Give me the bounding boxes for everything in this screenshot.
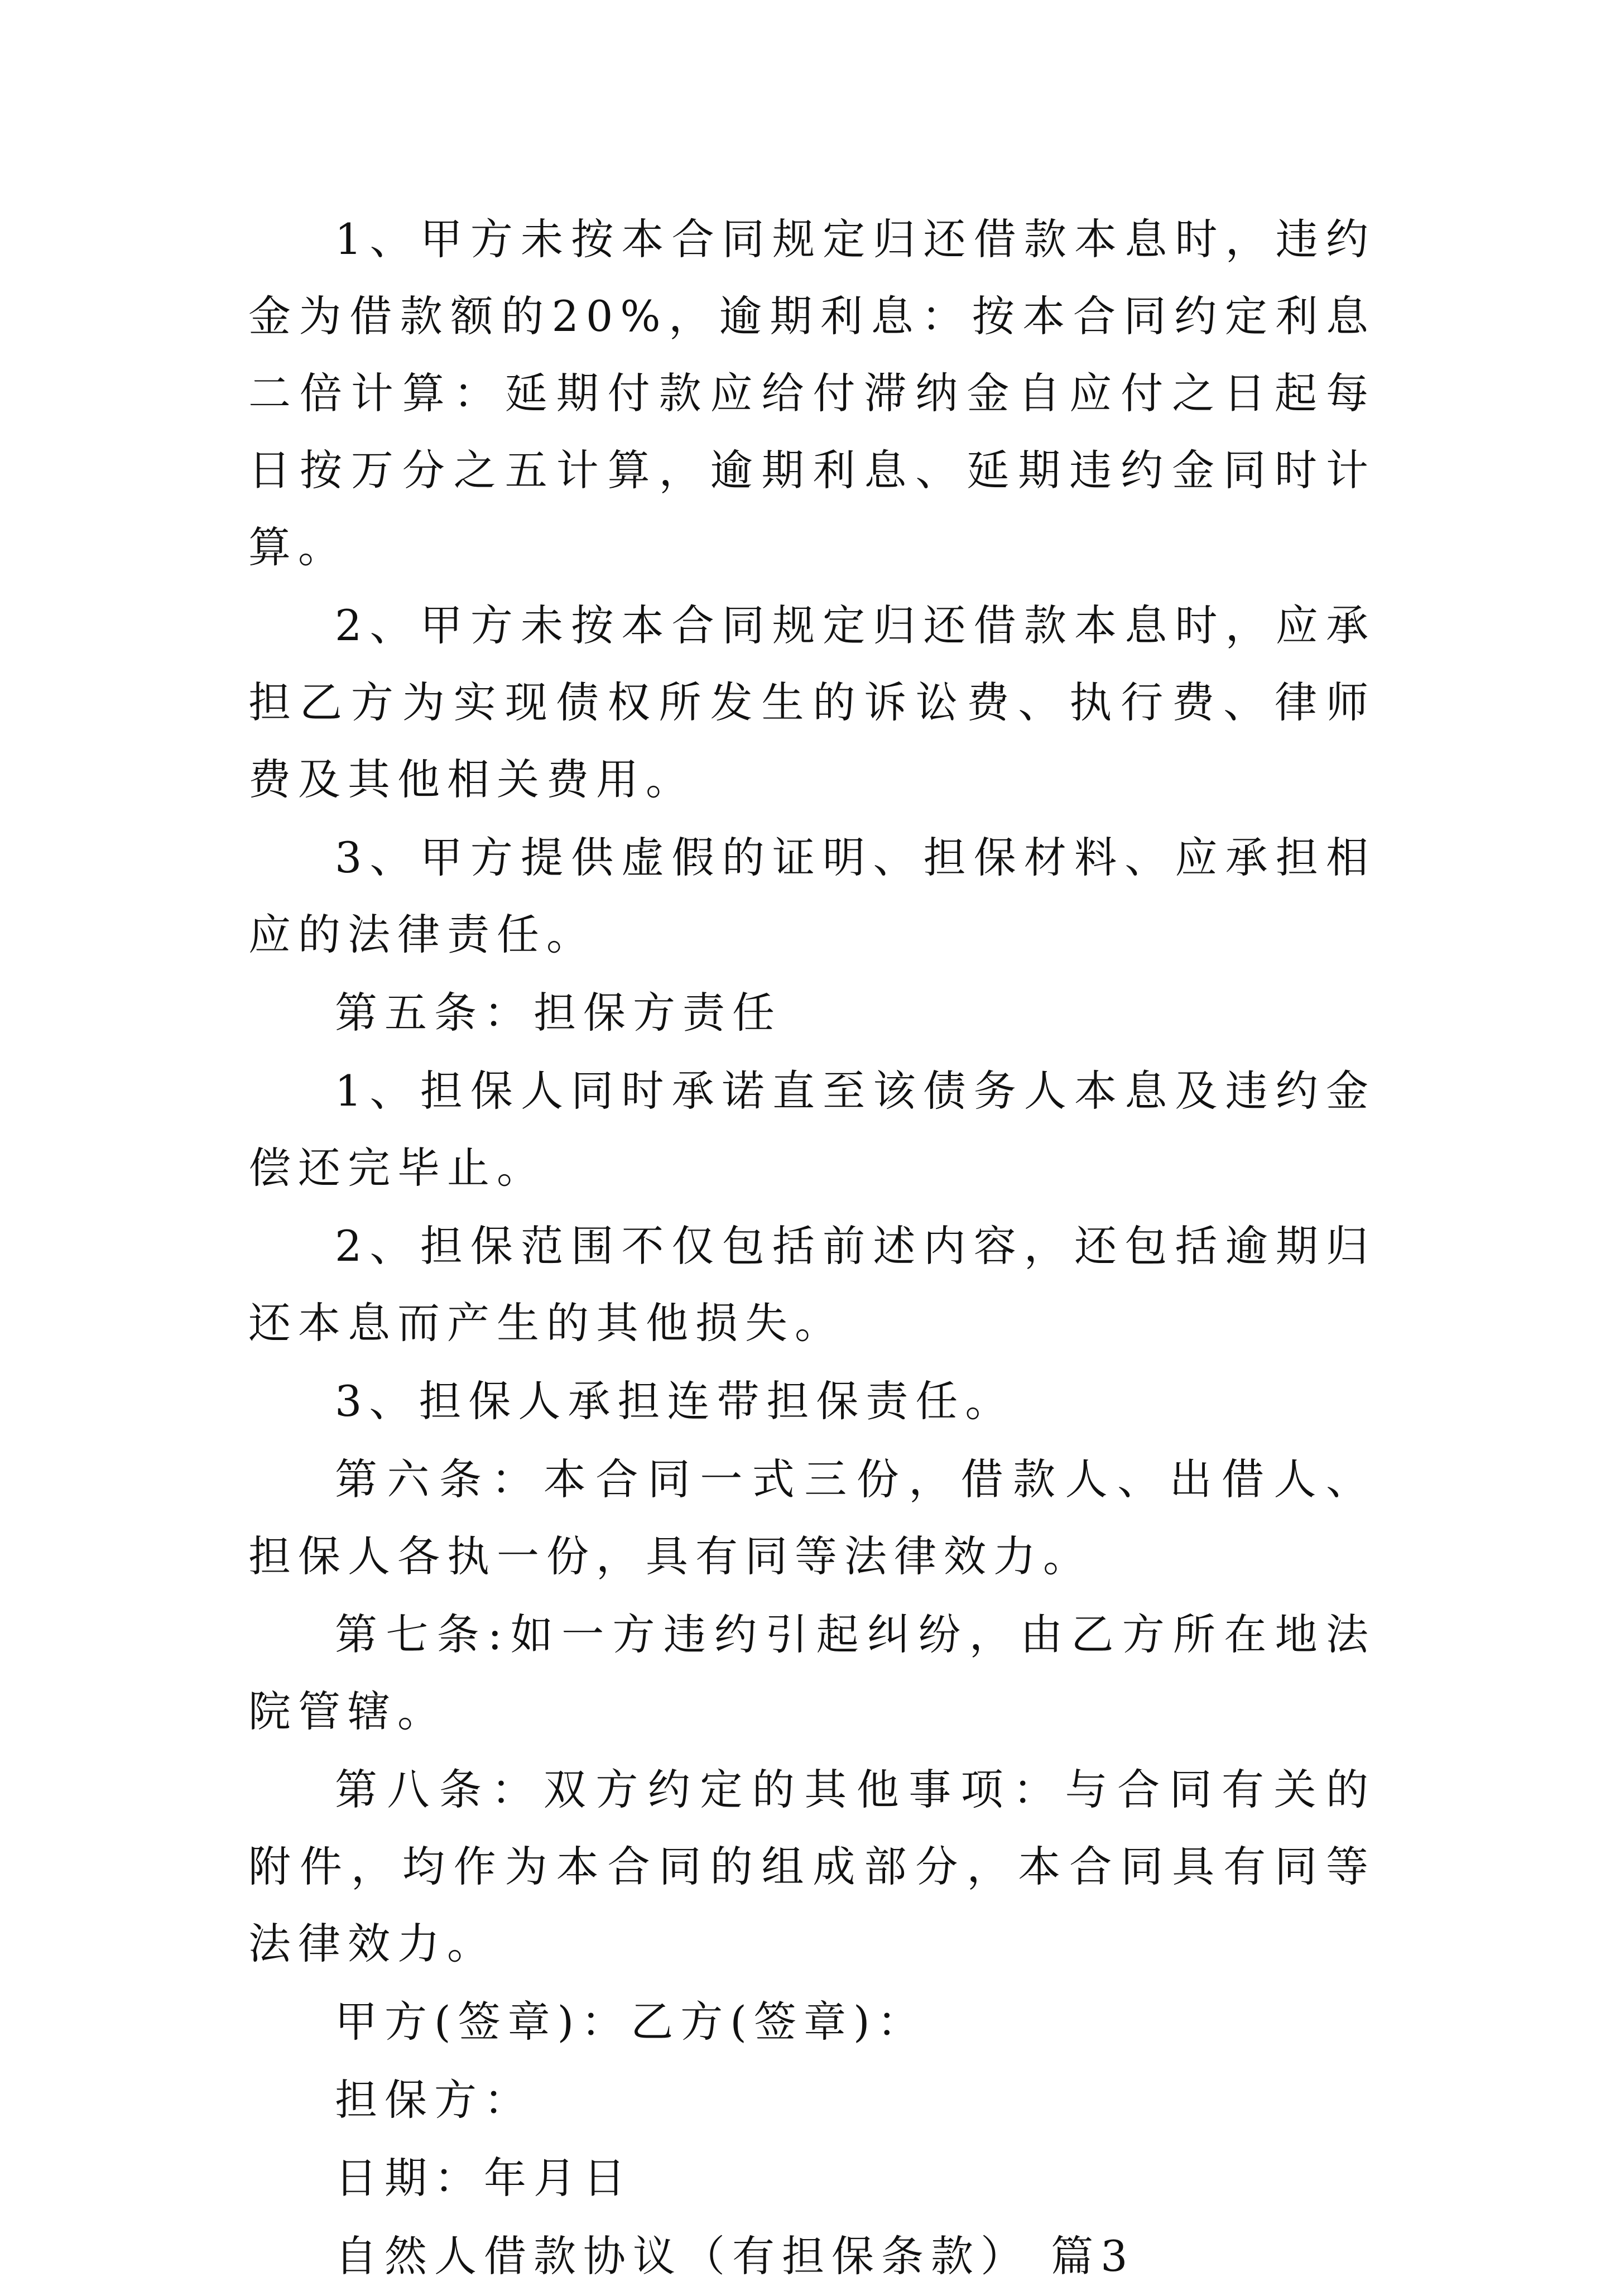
next-section-title: 自然人借款协议（有担保条款） 篇3 [335, 2231, 1135, 2281]
guarantee-clause-3: 3、担保人承担连带担保责任。 [335, 1376, 1015, 1426]
signature-line-guarantor: 担保方： [335, 2075, 533, 2125]
date-line: 日期：年月日 [335, 2153, 633, 2203]
clause-penalty-interest: 1、甲方未按本合同规定归还借款本息时，违约金为借款额的20%，逾期利息：按本合同约定利息二倍计算：延期付款应给付滞纳金自应付之日起每日按万分之五计算，逾期利息、延期违约金同时计算。 [248, 214, 1376, 572]
article-7: 第七条:如一方违约引起纠纷，由乙方所在地法院管辖。 [248, 1610, 1376, 1736]
document-body [248, 201, 1376, 2296]
guarantee-clause-2: 2、担保范围不仅包括前述内容，还包括逾期归还本息而产生的其他损失。 [248, 1221, 1376, 1348]
clause-false-materials: 3、甲方提供虚假的证明、担保材料、应承担相应的法律责任。 [248, 833, 1376, 959]
clause-litigation-costs: 2、甲方未按本合同规定归还借款本息时，应承担乙方为实现债权所发生的诉讼费、执行费、律师费及其他相关费用。 [248, 601, 1376, 804]
guarantee-clause-1: 1、担保人同时承诺直至该债务人本息及违约金偿还完毕止。 [248, 1066, 1376, 1193]
article-8: 第八条：双方约定的其他事项：与合同有关的附件，均作为本合同的组成部分，本合同具有同等法律效力。 [248, 1765, 1376, 1968]
article-6: 第六条：本合同一式三份，借款人、出借人、担保人各执一份，具有同等法律效力。 [248, 1454, 1376, 1581]
article-5-heading: 第五条：担保方责任 [335, 988, 782, 1037]
signature-line-parties: 甲方(签章)：乙方(签章)： [335, 1997, 927, 2047]
